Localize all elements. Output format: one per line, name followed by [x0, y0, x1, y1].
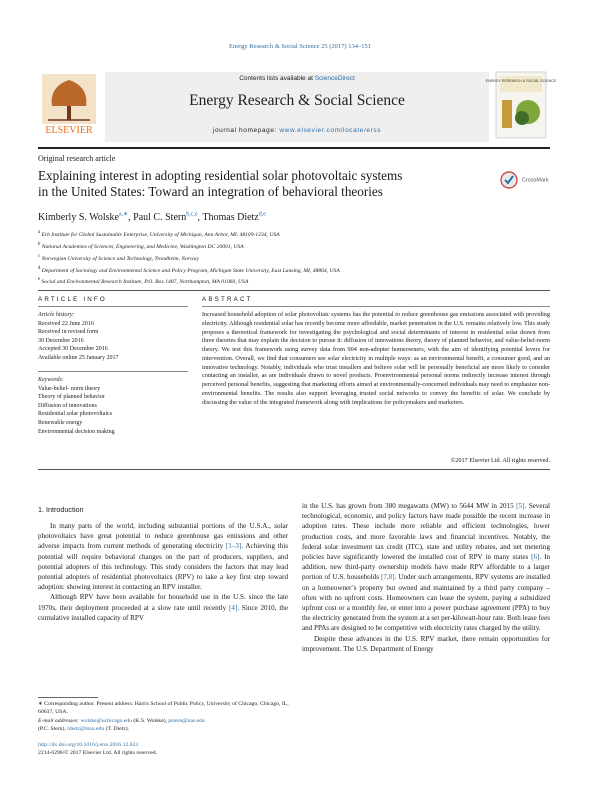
- email-owner: (K.S. Wolske),: [131, 717, 169, 724]
- author-separator: ,: [128, 212, 134, 224]
- paragraph: [38, 521, 288, 592]
- elsevier-logo-text: ELSEVIER: [45, 125, 93, 136]
- email-owner: (P.C. Stern),: [38, 725, 68, 732]
- crossmark-label: CrossMark: [522, 177, 549, 184]
- affiliation-mark: d: [38, 265, 41, 271]
- body-column-left: [38, 521, 288, 623]
- author-affiliation-mark[interactable]: a,∗: [118, 212, 129, 218]
- paragraph-text: In many parts of the world, including substantial portions of the U.S.A., solar photovoltaics have great potential to reduce greenhouse gas emissions and other adverse impacts from current methods of generating electricity: [38, 522, 288, 551]
- sciencedirect-link[interactable]: ScienceDirect: [314, 75, 355, 82]
- keyword-item: Value-belief- norm theory: [38, 385, 101, 392]
- article-history: [38, 311, 188, 363]
- email-label: E-mail addresses:: [38, 717, 81, 724]
- keyword-item: Renewable energy: [38, 419, 83, 426]
- journal-homepage: [105, 127, 489, 134]
- paragraph: [38, 592, 288, 623]
- author-list: [38, 211, 266, 223]
- article-title-line-1: Explaining interest in adopting residential solar photovoltaic systems: [38, 168, 403, 183]
- doi-block: [38, 741, 157, 758]
- citation-link[interactable]: [6]: [531, 553, 540, 562]
- paragraph: [302, 501, 550, 634]
- author-name[interactable]: Kimberly S. Wolske: [38, 212, 119, 224]
- keywords: [38, 376, 188, 436]
- abstract-rule: [202, 306, 550, 307]
- keyword-item: Diffusion of innovations: [38, 402, 97, 409]
- paragraph-text: . Since 2010, the cumulative installed capacity of RPV: [38, 603, 288, 622]
- header-divider: [38, 147, 550, 149]
- paragraph-text: . Under such arrangements, RPV systems are installed on a homeowner’s property but owned and maintained by a third party company – often with no upfront costs. Homeowners can lease the system, paying a subsidized upfront cost or a monthly fee, or enter into a power purchase agreement (PPA) to buy the electricity generated from the system at a set per-kilowatt-hour rate. Both lease fees and PPAs are designed to be competitive with electricity rates charged by the utility.: [302, 573, 551, 633]
- email-addresses: [38, 717, 290, 734]
- author-affiliation-mark[interactable]: d,e: [258, 212, 266, 218]
- email-link[interactable]: wolske@uchicago.edu: [80, 717, 132, 724]
- cover-title-text: ENERGY RESEARCH & SOCIAL SCIENCE: [485, 79, 557, 83]
- affiliation-item: [38, 240, 550, 252]
- email-link[interactable]: pstern@nas.edu: [168, 717, 205, 724]
- abstract-bottom-divider: [38, 469, 550, 470]
- keywords-label: Keywords:: [38, 377, 64, 383]
- author-name[interactable]: Thomas Dietz: [202, 212, 259, 224]
- keywords-rule: [38, 371, 188, 372]
- article-type: Original research article: [38, 154, 116, 163]
- body-column-right: [302, 501, 550, 654]
- history-item: 30 December 2016: [38, 337, 84, 344]
- affiliation-text: National Academies of Sciences, Engineering, and Medicine, Washington DC 20001, USA: [40, 243, 244, 250]
- affiliation-mark: c: [38, 253, 41, 259]
- author-2: [133, 212, 202, 223]
- author-1: [38, 212, 133, 223]
- paragraph-text: in the U.S. has grown from 380 megawatts (MW) to 5644 MW in 2015: [302, 502, 517, 510]
- affiliation-text: Social and Environmental Research Institute, P.O. Box 1487, Northampton, MA 01060, USA: [40, 279, 249, 286]
- article-info-heading: ARTICLE INFO: [38, 296, 107, 303]
- paragraph-text: Although RPV have been available for household use in the U.S. since the late 1970s, their deployment proceeded at a slow rate until recently: [38, 593, 288, 612]
- contents-line: [105, 75, 489, 82]
- affiliation-text: Department of Sociology and Environmental Science and Policy Program, Michigan State University, East Lansing, MI, 48864, USA: [40, 267, 340, 274]
- affiliation-item: [38, 264, 550, 276]
- email-link[interactable]: tdietz@msu.edu: [67, 725, 105, 732]
- homepage-prefix: journal homepage:: [212, 127, 280, 134]
- citation-link[interactable]: [4]: [229, 603, 238, 612]
- article-title: [38, 168, 478, 200]
- citation-link[interactable]: [7,8]: [381, 573, 395, 582]
- paragraph-text: . Several technological, economic, and policy factors have made possible the recent increase in adoption rates. These include more reliable and efficient technologies, lower production costs, and more favorable laws and financial incentives. Notably, the federal solar investment tax credit (ITC), state and utility rebates, and net metering policies have significantly lowered the installed cost of RPV in many states: [302, 502, 550, 562]
- keyword-item: Theory of planned behavior: [38, 394, 105, 401]
- author-name[interactable]: Paul C. Stern: [133, 212, 187, 224]
- journal-title: Energy Research & Social Science: [189, 92, 405, 109]
- author-affiliation-mark[interactable]: b,c,e: [186, 212, 198, 218]
- article-history-label: Article history:: [38, 312, 75, 318]
- footnote-rule: [38, 697, 98, 698]
- citation-link[interactable]: [5]: [516, 502, 525, 510]
- keyword-item: Residential solar photovoltaics: [38, 411, 112, 418]
- footnote: [38, 700, 290, 733]
- article-info-rule: [38, 306, 188, 307]
- author-separator: ,: [197, 212, 203, 224]
- copyright-notice: ©2017 Elsevier Ltd. All rights reserved.: [450, 457, 550, 464]
- keyword-item: Environmental decision making: [38, 428, 115, 435]
- affiliation-mark: b: [38, 241, 41, 247]
- history-item: Received 22 June 2016: [38, 320, 94, 327]
- affiliations: [38, 228, 550, 287]
- affiliation-item: [38, 252, 550, 264]
- abstract-body: Increased household adoption of solar photovoltaic systems has the potential to reduce greenhouse gas emissions associated with providing electricity. Although residential solar has recently become more affordable, market penetration in the U.S. remains relatively low. This study proposes a theoretical framework for investigating the psychological and social determinants of interest in residential solar drawn from three theories that may explain the decision to pursue it: diffusion of innovations theory, theory of planned behavior, and value-belief-norm theory. We test this framework using survey data from 904 non-adopter homeowners, with the aim of identifying potential levers for intervention. Overall, we find that consumers see solar electricity in multiple ways: as an environmental benefit, a consumer good, and an innovative technology. Notably, individuals who trust installers and believe solar will be personally beneficial are more likely to consider contacting an installer, as are individuals drawn to novel products. Proenvironmental personal norms indirectly increase interest through perceived personal benefits, suggesting that marketing efforts aimed at environmentally-concerned individuals may need to emphasize non-environmental benefits. The results also support leveraging trusted social networks to convey the benefits of solar. We conclude by discussing the value of the integrated framework along with implications for policymakers and marketers.: [202, 311, 550, 406]
- crossmark-badge[interactable]: [500, 171, 560, 191]
- affiliation-mark: e: [38, 277, 41, 283]
- journal-reference[interactable]: Energy Research & Social Science 25 (2017) 134–151: [229, 43, 371, 50]
- front-matter-divider: [38, 290, 550, 291]
- doi-link[interactable]: http://dx.doi.org/10.1016/j.erss.2016.12.023: [38, 742, 139, 748]
- crossmark-icon: [500, 171, 518, 189]
- elsevier-logo: [38, 72, 100, 138]
- history-item: Accepted 30 December 2016: [38, 346, 108, 353]
- homepage-link[interactable]: www.elsevier.com/locate/erss: [279, 127, 382, 134]
- abstract-heading: ABSTRACT: [202, 296, 253, 303]
- journal-cover-image: [485, 72, 557, 138]
- paragraph-text: . Achieving this potential will require behavioral changes on the part of producers, suppliers, and potential adopters of this technology. This study considers the factors that may lead potential adopters of residential photovoltaics (RPV) to take a key first step toward adoption: showing interest in contacting an RPV installer.: [38, 542, 288, 592]
- paragraph-text: . In addition, new third-party ownership models have made RPV affordable to a larger portion of U.S. households: [302, 553, 550, 582]
- affiliation-text: Norwegian University of Science and Technology, Trondheim, Norway: [40, 255, 200, 262]
- history-item: Available online 25 January 2017: [38, 354, 119, 361]
- affiliation-item: [38, 228, 550, 240]
- section-heading-introduction: 1. Introduction: [38, 505, 84, 514]
- affiliation-text: Erb Institute for Global Sustainable Enterprise, University of Michigan, Ann Arbor, MI, 48109-1234, USA: [40, 231, 280, 238]
- affiliation-item: [38, 275, 550, 287]
- citation-link[interactable]: [1–3]: [225, 542, 242, 551]
- paragraph: Despite these advances in the U.S. RPV market, there remain opportunities for improvement. The U.S. Department of Energy: [302, 634, 550, 653]
- contents-prefix: Contents lists available at: [239, 75, 315, 82]
- article-title-line-2: in the United States: Toward an integration of behavioral theories: [38, 184, 383, 199]
- email-owner: (T. Dietz).: [104, 725, 130, 732]
- corresponding-author-note: ∗ Corresponding author. Present address: Harris School of Public Policy, University of Chicago, Chicago, IL, 60637, USA.: [38, 701, 289, 716]
- issn-copyright: 2214-6296/© 2017 Elsevier Ltd. All rights reserved.: [38, 750, 157, 757]
- affiliation-mark: a: [38, 230, 41, 235]
- author-3: [202, 212, 266, 223]
- history-item: Received in revised form: [38, 329, 99, 336]
